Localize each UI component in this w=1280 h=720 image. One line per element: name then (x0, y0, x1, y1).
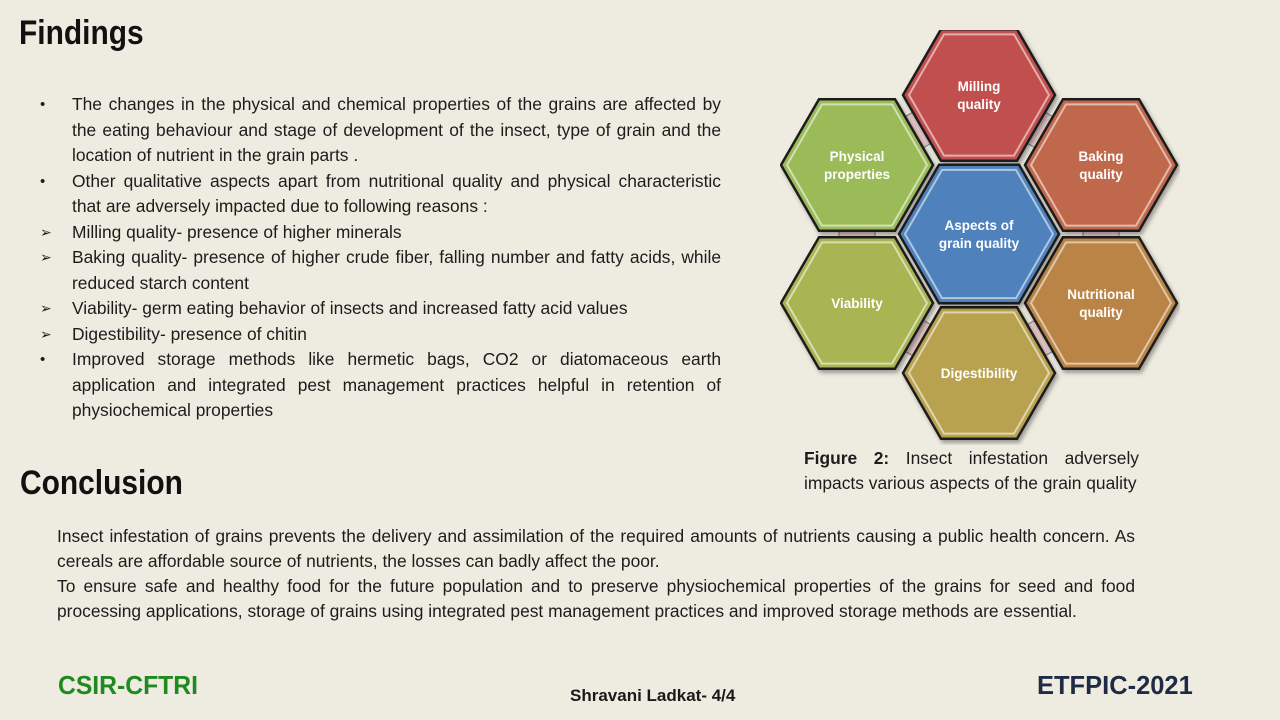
footer-author: Shravani Ladkat- 4/4 (570, 686, 736, 705)
findings-item-text: Baking quality- presence of higher crude fiber, falling number and fatty acids, while reduced starch content (72, 247, 721, 293)
findings-list (40, 92, 721, 424)
bullet-marker: • (40, 351, 46, 368)
figure-caption (804, 446, 1139, 496)
arrow-marker-icon: ➢ (40, 300, 52, 316)
hexagon-nutritional-label: Nutritional (1067, 287, 1135, 302)
findings-subitem (40, 220, 721, 246)
hexagon-center-label: Aspects of (944, 218, 1014, 233)
conclusion-paragraph: To ensure safe and healthy food for the future population and to preserve physiochemical properties of the grains for seed and food processing applications, storage of grains using integrated pest management practices and improved storage methods are essential. (57, 576, 1135, 621)
findings-item (40, 92, 721, 169)
findings-item-text: The changes in the physical and chemical properties of the grains are affected by the eating behaviour and stage of development of the insect, type of grain and the location of nutrient in the grain parts . (72, 94, 721, 165)
bullet-marker: • (40, 96, 46, 113)
hexagon-center-shape (899, 165, 1059, 304)
arrow-marker-icon: ➢ (40, 223, 52, 240)
findings-item-text: Viability- germ eating behavior of insects and increased fatty acid values (72, 298, 628, 318)
findings-item-text: Improved storage methods like hermetic bags, CO2 or diatomaceous earth application and integrated pest management practices helpful in retention of physiochemical properties (72, 349, 721, 420)
hexagon-milling-label: Milling (957, 79, 1001, 94)
findings-subitem (40, 245, 721, 296)
conclusion-title: Conclusion (20, 464, 183, 502)
grain-quality-hexagon-diagram (780, 30, 1180, 445)
findings-subitem (40, 296, 721, 322)
footer-institute: CSIR-CFTRI (58, 670, 198, 700)
hexagon-physical-label: Physical (829, 149, 885, 164)
arrow-marker-icon: ➢ (40, 249, 52, 265)
findings-item-text: Milling quality- presence of higher minerals (72, 221, 402, 242)
hexagon-baking-label: Baking (1078, 149, 1124, 164)
findings-item (40, 347, 721, 424)
figure-caption-text: Insect infestation adversely impacts various aspects of the grain quality (804, 448, 1140, 493)
findings-item-text: Other qualitative aspects apart from nutritional quality and physical characteristic that are adversely impacted due to following reasons : (72, 170, 721, 216)
conclusion-body (57, 524, 1135, 624)
hexagon-nutritional-label: quality (1079, 305, 1123, 320)
findings-subitem (40, 322, 721, 348)
footer-conference: ETFPIC-2021 (1037, 670, 1193, 700)
figure-caption-label: Figure 2: (804, 448, 890, 468)
bullet-marker: • (40, 172, 46, 190)
findings-item-text: Digestibility- presence of chitin (72, 323, 307, 344)
hexagon-digestibility-label: Digestibility (940, 366, 1018, 381)
arrow-marker-icon: ➢ (40, 325, 52, 342)
hexagon-center-label: grain quality (938, 236, 1020, 251)
hexagon-center (899, 165, 1059, 304)
hexagon-viability-label: Viability (831, 296, 883, 311)
hexagon-baking-label: quality (1079, 167, 1123, 182)
findings-title: Findings (19, 14, 144, 52)
conclusion-paragraph: Insect infestation of grains prevents the delivery and assimilation of the required amounts of nutrients causing a public health concern. As cereals are affordable source of nutrients, the losses can badly affect the poor. (57, 526, 1135, 571)
findings-item (40, 169, 721, 220)
hexagon-physical-label: properties (823, 167, 891, 182)
hexagon-milling-label: quality (957, 97, 1001, 112)
